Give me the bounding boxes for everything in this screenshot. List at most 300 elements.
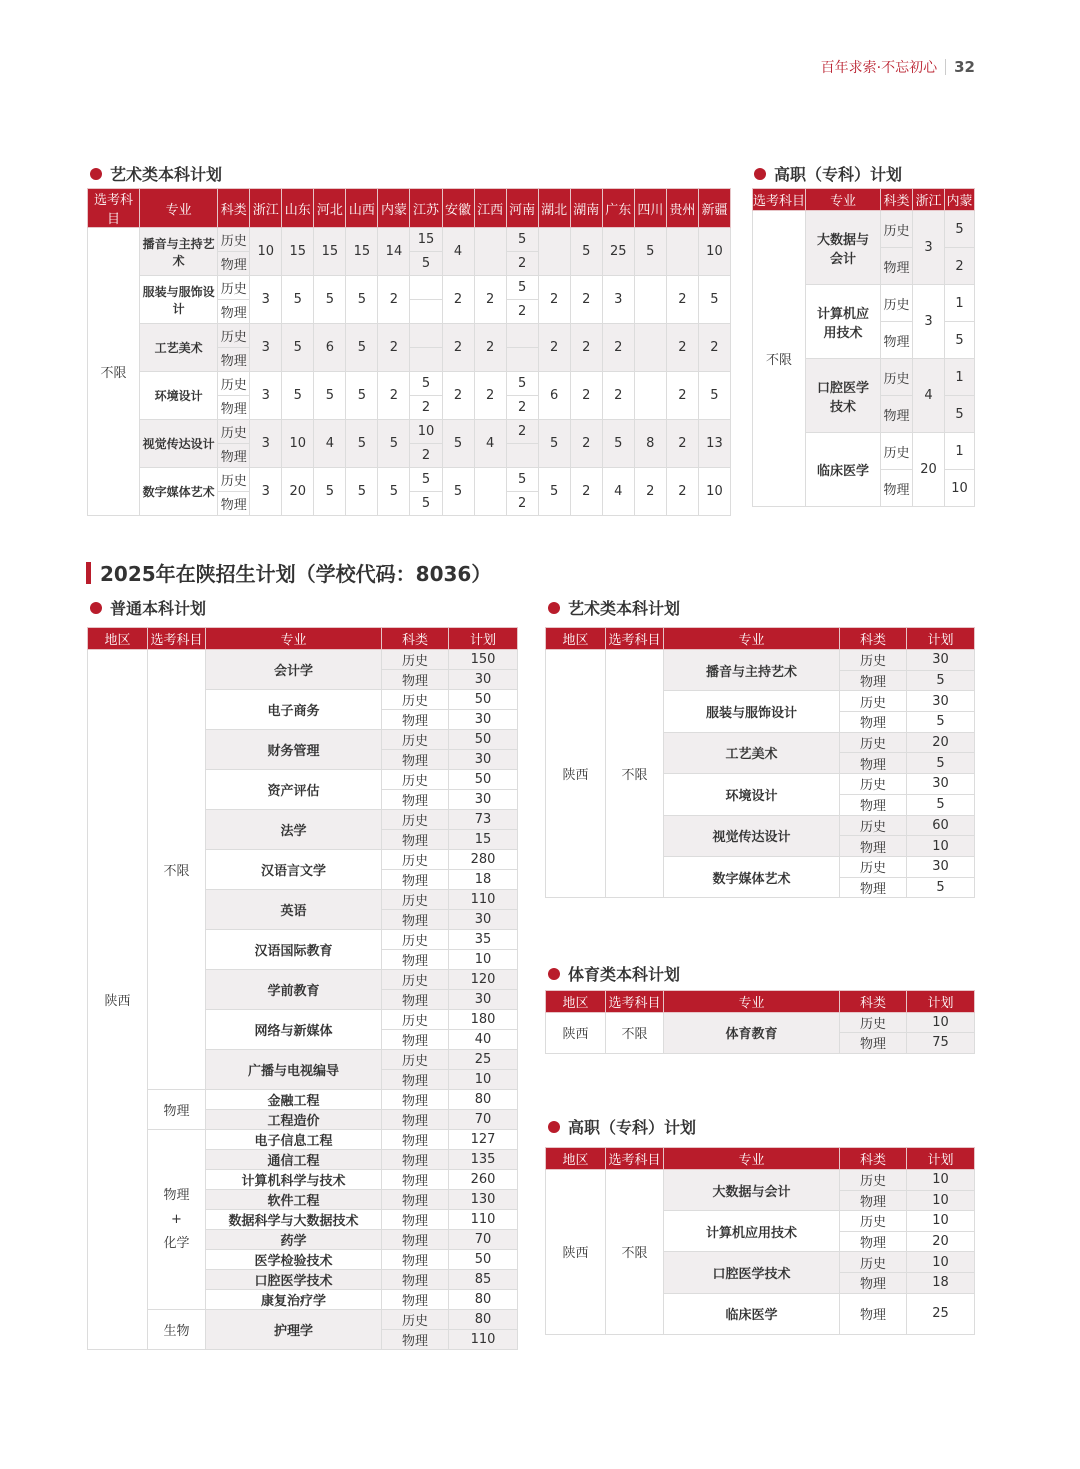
voc-out-table: [752, 188, 975, 507]
type-cell: 物理: [382, 790, 449, 810]
column-header: 贵州: [666, 189, 698, 228]
art-table: [545, 627, 975, 898]
section-title-general: 普通本科计划: [90, 596, 206, 619]
neimeng-cell: 2: [378, 324, 410, 372]
sichuan-cell: 5: [634, 228, 666, 276]
column-header: 浙江: [250, 189, 282, 228]
type-cell: 历史: [382, 1050, 449, 1070]
neimeng-cell: 2: [378, 372, 410, 420]
table-row: [88, 276, 731, 300]
column-header: 内蒙: [945, 189, 975, 211]
shandong-cell: 15: [282, 228, 314, 276]
plan-cell: 50: [449, 690, 518, 710]
jiangsu-cell: 2: [410, 444, 442, 468]
major-cell: 通信工程: [206, 1150, 382, 1170]
jiangsu-cell: 2: [410, 396, 442, 420]
major-cell: 口腔医学技术: [664, 1252, 840, 1293]
type-cell: 物理: [382, 1170, 449, 1190]
henan-cell: 5: [506, 372, 538, 396]
plan-cell: 180: [449, 1010, 518, 1030]
anhui-cell: 5: [442, 468, 474, 516]
table-row: [88, 228, 731, 252]
column-header: 选考科目: [148, 628, 206, 650]
hubei-cell: 2: [538, 276, 570, 324]
major-cell: 英语: [206, 890, 382, 930]
type-cell: 历史: [218, 324, 250, 348]
column-header: 科类: [382, 628, 449, 650]
type-cell: 物理: [382, 950, 449, 970]
guizhou-cell: 2: [666, 468, 698, 516]
column-header: 选考科目: [606, 991, 664, 1013]
column-header: 地区: [546, 628, 606, 650]
plan-cell: 30: [907, 774, 975, 795]
anhui-cell: 4: [442, 228, 474, 276]
plan-cell: 30: [449, 750, 518, 770]
major-cell: 计算机科学与技术: [206, 1170, 382, 1190]
type-cell: 历史: [881, 285, 913, 322]
plan-cell: 50: [449, 770, 518, 790]
header-row: [546, 628, 975, 650]
hebei-cell: 15: [314, 228, 346, 276]
plan-cell: 10: [907, 836, 975, 857]
hebei-cell: 5: [314, 372, 346, 420]
column-header: 安徽: [442, 189, 474, 228]
type-cell: 物理: [881, 470, 913, 507]
major-cell: 视觉传达设计: [140, 420, 218, 468]
major-cell: 康复治疗学: [206, 1290, 382, 1310]
column-header: 选考科目: [606, 1148, 664, 1170]
type-cell: 历史: [382, 970, 449, 990]
type-cell: 物理: [840, 1272, 907, 1293]
guizhou-cell: 2: [666, 420, 698, 468]
table-row: [546, 1170, 975, 1191]
type-cell: 物理: [382, 1330, 449, 1350]
anhui-cell: 2: [442, 372, 474, 420]
slogan: 百年求索·不忘初心: [820, 60, 938, 76]
type-cell: 历史: [840, 691, 907, 712]
type-cell: 物理: [840, 712, 907, 733]
zhejiang-cell: 4: [913, 359, 945, 433]
bullet-icon: [548, 968, 560, 980]
jiangsu-cell: 5: [410, 252, 442, 276]
plan-cell: 5: [907, 753, 975, 774]
plan-cell: 110: [449, 890, 518, 910]
major-cell: 软件工程: [206, 1190, 382, 1210]
hebei-cell: 5: [314, 468, 346, 516]
plan-cell: 5: [907, 877, 975, 898]
header-row: [546, 1148, 975, 1170]
column-header: 专业: [806, 189, 881, 211]
type-cell: 物理: [382, 1270, 449, 1290]
plan-cell: 70: [449, 1110, 518, 1130]
column-header: 湖北: [538, 189, 570, 228]
guangdong-cell: 4: [602, 468, 634, 516]
guizhou-cell: 2: [666, 276, 698, 324]
jiangxi-cell: 2: [474, 372, 506, 420]
major-cell: 会计学: [206, 650, 382, 690]
henan-cell: 2: [506, 396, 538, 420]
plan-cell: 10: [449, 1070, 518, 1090]
type-cell: 物理: [840, 794, 907, 815]
section-title-voc: 高职（专科）计划: [548, 1115, 696, 1138]
subject-cell: 不限: [753, 211, 806, 507]
zhejiang-cell: 3: [250, 420, 282, 468]
shanxi-cell: 15: [346, 228, 378, 276]
major-cell: 口腔医学技术: [206, 1270, 382, 1290]
guizhou-cell: [666, 228, 698, 276]
column-header: 内蒙: [378, 189, 410, 228]
plan-cell: 110: [449, 1210, 518, 1230]
hubei-cell: 6: [538, 372, 570, 420]
type-cell: 历史: [840, 1013, 907, 1033]
subject-cell: 不限: [148, 650, 206, 1090]
plan-cell: 30: [907, 691, 975, 712]
guangdong-cell: 25: [602, 228, 634, 276]
page-number: 32: [954, 58, 975, 76]
plan-cell: 20: [907, 1231, 975, 1252]
type-cell: 历史: [840, 650, 907, 671]
shandong-cell: 10: [282, 420, 314, 468]
type-cell: 物理: [218, 300, 250, 324]
major-cell: 金融工程: [206, 1090, 382, 1110]
type-cell: 物理: [840, 836, 907, 857]
type-cell: 历史: [840, 856, 907, 877]
anhui-cell: 2: [442, 324, 474, 372]
zhejiang-cell: 3: [250, 372, 282, 420]
table-row: [546, 1013, 975, 1033]
bullet-icon: [90, 168, 102, 180]
major-cell: 法学: [206, 810, 382, 850]
type-cell: 物理: [218, 492, 250, 516]
column-header: 专业: [140, 189, 218, 228]
major-cell: 汉语国际教育: [206, 930, 382, 970]
zhejiang-cell: 3: [250, 468, 282, 516]
divider: [945, 59, 946, 75]
zhejiang-cell: 3: [913, 285, 945, 359]
major-cell: 财务管理: [206, 730, 382, 770]
column-header: 地区: [546, 1148, 606, 1170]
jiangxi-cell: 2: [474, 324, 506, 372]
hunan-cell: 2: [570, 468, 602, 516]
major-cell: 环境设计: [664, 774, 840, 815]
jiangsu-cell: [410, 276, 442, 300]
shanxi-cell: 5: [346, 324, 378, 372]
plan-cell: 80: [449, 1310, 518, 1330]
xinjiang-cell: 5: [698, 372, 730, 420]
region-cell: 陕西: [88, 650, 148, 1350]
region-cell: 陕西: [546, 1170, 606, 1335]
type-cell: 物理: [218, 348, 250, 372]
type-cell: 物理: [382, 1090, 449, 1110]
type-cell: 物理: [840, 1231, 907, 1252]
table-row: [88, 420, 731, 444]
neimeng-cell: 5: [378, 420, 410, 468]
type-cell: 物理: [881, 396, 913, 433]
type-cell: 历史: [382, 1010, 449, 1030]
plan-cell: 60: [907, 815, 975, 836]
major-cell: 药学: [206, 1230, 382, 1250]
hunan-cell: 2: [570, 372, 602, 420]
type-cell: 物理: [382, 1130, 449, 1150]
plan-cell: 5: [907, 712, 975, 733]
shandong-cell: 20: [282, 468, 314, 516]
guangdong-cell: 3: [602, 276, 634, 324]
subject-cell: 生物: [148, 1310, 206, 1350]
major-cell: 护理学: [206, 1310, 382, 1350]
major-cell: 数据科学与大数据技术: [206, 1210, 382, 1230]
column-header: 科类: [881, 189, 913, 211]
type-cell: 物理: [382, 830, 449, 850]
major-cell: 工程造价: [206, 1110, 382, 1130]
shandong-cell: 5: [282, 276, 314, 324]
plan-cell: 40: [449, 1030, 518, 1050]
plan-cell: 70: [449, 1230, 518, 1250]
major-cell: 计算机应用技术: [664, 1211, 840, 1252]
sichuan-cell: 2: [634, 468, 666, 516]
type-cell: 历史: [382, 850, 449, 870]
column-header: 江苏: [410, 189, 442, 228]
plan-cell: 18: [449, 870, 518, 890]
title-bar: [86, 562, 91, 584]
type-cell: 历史: [881, 359, 913, 396]
type-cell: 物理: [382, 1250, 449, 1270]
jiangxi-cell: 2: [474, 276, 506, 324]
major-cell: 医学检验技术: [206, 1250, 382, 1270]
henan-cell: 5: [506, 276, 538, 300]
column-header: 新疆: [698, 189, 730, 228]
plan-cell: 280: [449, 850, 518, 870]
hubei-cell: 5: [538, 420, 570, 468]
column-header: 专业: [664, 991, 840, 1013]
plan-cell: 30: [449, 670, 518, 690]
plan-cell: 110: [449, 1330, 518, 1350]
type-cell: 物理: [382, 1290, 449, 1310]
subject-cell: 不限: [88, 228, 140, 516]
type-cell: 历史: [840, 732, 907, 753]
hunan-cell: 2: [570, 420, 602, 468]
plan-cell: 10: [907, 1211, 975, 1232]
header-row: [546, 991, 975, 1013]
header-row: [88, 189, 731, 228]
neimeng-cell: 5: [378, 468, 410, 516]
type-cell: 历史: [218, 420, 250, 444]
plan-cell: 20: [907, 732, 975, 753]
sichuan-cell: 8: [634, 420, 666, 468]
column-header: 计划: [907, 991, 975, 1013]
type-cell: 物理: [382, 1230, 449, 1250]
guangdong-cell: 2: [602, 372, 634, 420]
plan-cell: 30: [907, 650, 975, 671]
henan-cell: [506, 348, 538, 372]
region-cell: 陕西: [546, 1013, 606, 1054]
column-header: 选考科目: [753, 189, 806, 211]
type-cell: 物理: [382, 1070, 449, 1090]
major-cell: 体育教育: [664, 1013, 840, 1054]
subject-cell: 物理: [148, 1090, 206, 1130]
column-header: 广东: [602, 189, 634, 228]
major-cell: 口腔医学技术: [806, 359, 881, 433]
page-title: 2025年在陕招生计划（学校代码：8036）: [86, 558, 491, 587]
table-row: [88, 650, 518, 670]
major-cell: 数字媒体艺术: [140, 468, 218, 516]
header-row: [753, 189, 975, 211]
bullet-icon: [754, 168, 766, 180]
type-cell: 历史: [218, 228, 250, 252]
type-cell: 物理: [840, 1033, 907, 1053]
section-title-art: 艺术类本科计划: [548, 596, 680, 619]
section-title-art-out: 艺术类本科计划: [90, 162, 222, 185]
sichuan-cell: [634, 372, 666, 420]
plan-cell: 30: [449, 910, 518, 930]
guangdong-cell: 5: [602, 420, 634, 468]
plan-cell: 25: [907, 1293, 975, 1334]
xinjiang-cell: 10: [698, 468, 730, 516]
section-title-voc-out: 高职（专科）计划: [754, 162, 902, 185]
plan-cell: 10: [449, 950, 518, 970]
type-cell: 历史: [218, 468, 250, 492]
type-cell: 历史: [382, 650, 449, 670]
henan-cell: [506, 324, 538, 348]
voc-table: [545, 1147, 975, 1335]
major-cell: 广播与电视编导: [206, 1050, 382, 1090]
major-cell: 服装与服饰设计: [140, 276, 218, 324]
column-header: 浙江: [913, 189, 945, 211]
column-header: 计划: [907, 628, 975, 650]
anhui-cell: 2: [442, 276, 474, 324]
type-cell: 物理: [840, 753, 907, 774]
plan-cell: 30: [907, 856, 975, 877]
henan-cell: 2: [506, 420, 538, 444]
type-cell: 历史: [881, 433, 913, 470]
sichuan-cell: [634, 276, 666, 324]
shanxi-cell: 5: [346, 276, 378, 324]
plan-cell: 25: [449, 1050, 518, 1070]
major-cell: 视觉传达设计: [664, 815, 840, 856]
type-cell: 历史: [382, 730, 449, 750]
henan-cell: 2: [506, 252, 538, 276]
column-header: 河南: [506, 189, 538, 228]
column-header: 地区: [88, 628, 148, 650]
column-header: 选考科目: [606, 628, 664, 650]
plan-cell: 30: [449, 990, 518, 1010]
type-cell: 历史: [840, 1211, 907, 1232]
plan-cell: 85: [449, 1270, 518, 1290]
table-row: [88, 1310, 518, 1330]
anhui-cell: 5: [442, 420, 474, 468]
shanxi-cell: 5: [346, 468, 378, 516]
major-cell: 网络与新媒体: [206, 1010, 382, 1050]
jiangsu-cell: 5: [410, 492, 442, 516]
plan-cell: 30: [449, 710, 518, 730]
column-header: 山东: [282, 189, 314, 228]
neimeng-cell: 1: [945, 433, 975, 470]
guizhou-cell: 2: [666, 372, 698, 420]
shandong-cell: 5: [282, 372, 314, 420]
column-header: 科类: [840, 1148, 907, 1170]
plan-cell: 73: [449, 810, 518, 830]
type-cell: 物理: [382, 1150, 449, 1170]
zhejiang-cell: 20: [913, 433, 945, 507]
plan-cell: 10: [907, 1013, 975, 1033]
column-header: 地区: [546, 991, 606, 1013]
neimeng-cell: 1: [945, 359, 975, 396]
column-header: 四川: [634, 189, 666, 228]
zhejiang-cell: 3: [250, 276, 282, 324]
jiangxi-cell: [474, 228, 506, 276]
column-header: 科类: [840, 991, 907, 1013]
sport-table: [545, 990, 975, 1054]
plan-cell: 80: [449, 1290, 518, 1310]
neimeng-cell: 2: [378, 276, 410, 324]
henan-cell: 2: [506, 492, 538, 516]
major-cell: 汉语言文学: [206, 850, 382, 890]
jiangsu-cell: [410, 324, 442, 348]
plan-cell: 15: [449, 830, 518, 850]
type-cell: 物理: [881, 322, 913, 359]
major-cell: 环境设计: [140, 372, 218, 420]
general-table: [87, 627, 518, 1350]
subject-cell: 不限: [606, 1013, 664, 1054]
table-row: [88, 324, 731, 348]
major-cell: 工艺美术: [664, 732, 840, 773]
type-cell: 物理: [382, 1190, 449, 1210]
type-cell: 物理: [881, 248, 913, 285]
column-header: 专业: [664, 1148, 840, 1170]
header-row: [88, 628, 518, 650]
table-row: [88, 1130, 518, 1150]
zhejiang-cell: 3: [250, 324, 282, 372]
column-header: 科类: [218, 189, 250, 228]
henan-cell: [506, 444, 538, 468]
henan-cell: 5: [506, 468, 538, 492]
jiangsu-cell: 5: [410, 372, 442, 396]
neimeng-cell: 1: [945, 285, 975, 322]
hubei-cell: [538, 228, 570, 276]
plan-cell: 120: [449, 970, 518, 990]
plan-cell: 260: [449, 1170, 518, 1190]
hebei-cell: 4: [314, 420, 346, 468]
shanxi-cell: 5: [346, 372, 378, 420]
zhejiang-cell: 10: [250, 228, 282, 276]
major-cell: 工艺美术: [140, 324, 218, 372]
plan-cell: 75: [907, 1033, 975, 1053]
major-cell: 计算机应用技术: [806, 285, 881, 359]
plan-cell: 50: [449, 730, 518, 750]
table-row: [88, 1090, 518, 1110]
plan-cell: 135: [449, 1150, 518, 1170]
type-cell: 物理: [382, 1030, 449, 1050]
hunan-cell: 2: [570, 324, 602, 372]
column-header: 科类: [840, 628, 907, 650]
bullet-icon: [90, 602, 102, 614]
jiangxi-cell: 4: [474, 420, 506, 468]
column-header: 计划: [907, 1148, 975, 1170]
type-cell: 历史: [840, 774, 907, 795]
neimeng-cell: 5: [945, 211, 975, 248]
major-cell: 临床医学: [806, 433, 881, 507]
plan-cell: 5: [907, 670, 975, 691]
type-cell: 物理: [218, 444, 250, 468]
xinjiang-cell: 2: [698, 324, 730, 372]
plan-cell: 5: [907, 794, 975, 815]
plan-cell: 50: [449, 1250, 518, 1270]
table-row: [88, 468, 731, 492]
henan-cell: 5: [506, 228, 538, 252]
type-cell: 历史: [840, 1252, 907, 1273]
column-header: 计划: [449, 628, 518, 650]
type-cell: 物理: [382, 670, 449, 690]
type-cell: 物理: [840, 1190, 907, 1211]
